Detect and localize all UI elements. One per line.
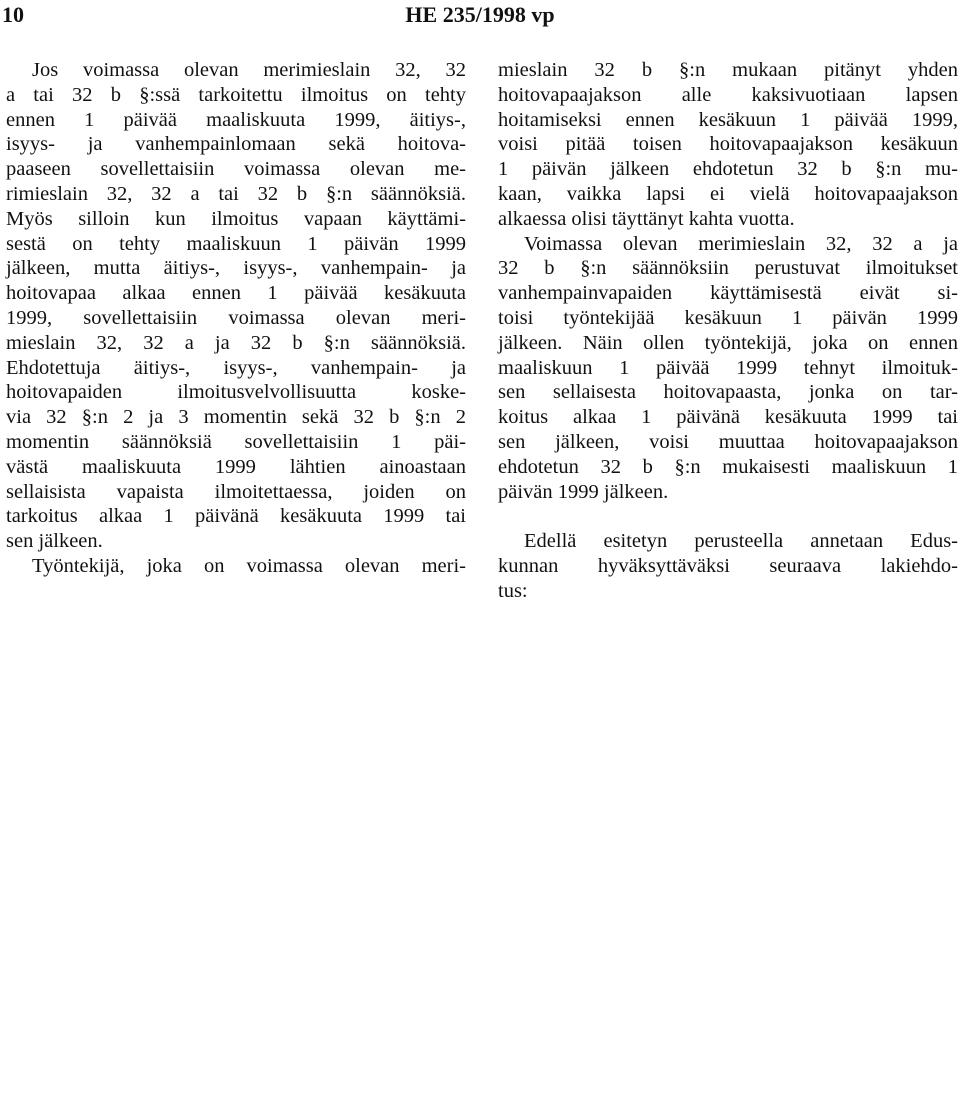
- text-line: rimieslain 32, 32 a tai 32 b §:n säännöksiä.: [6, 182, 466, 205]
- text-line: alkaessa olisi täyttänyt kahta vuotta.: [498, 207, 795, 230]
- running-head: HE 235/1998 vp: [405, 2, 555, 27]
- text-line: hoitamiseksi ennen kesäkuun 1 päivää 1999,: [498, 108, 958, 131]
- text-line: sen sellaisesta hoitovapaasta, jonka on tar-: [498, 381, 958, 404]
- text-line: koitus alkaa 1 päivänä kesäkuuta 1999 tai: [498, 406, 958, 429]
- text-line: 1999, sovellettaisiin voimassa olevan meri-: [6, 306, 466, 329]
- text-line: kaan, vaikka lapsi ei vielä hoitovapaajakson: [498, 182, 958, 205]
- text-line: mieslain 32 b §:n mukaan pitänyt yhden: [498, 59, 958, 81]
- text-line: 1 päivän jälkeen ehdotetun 32 b §:n mu-: [498, 158, 958, 181]
- text-line: vanhempainvapaiden käyttämisestä eivät si-: [498, 282, 958, 305]
- text-line: hoitovapaiden ilmoitusvelvollisuutta koske-: [6, 381, 466, 404]
- text-line: 32 b §:n säännöksiin perustuvat ilmoitukset: [498, 257, 958, 280]
- right-column: [498, 58, 958, 604]
- text-line: Voimassa olevan merimieslain 32, 32 a ja: [524, 232, 958, 255]
- text-line: mieslain 32, 32 a ja 32 b §:n säännöksiä.: [6, 331, 466, 354]
- text-line: sen jälkeen.: [6, 530, 103, 553]
- page-number: 10: [2, 2, 24, 27]
- text-line: isyys- ja vanhempainlomaan sekä hoitova-: [6, 133, 466, 156]
- text-line: sellaisista vapaista ilmoitettaessa, joiden on: [6, 480, 466, 503]
- text-line: a tai 32 b §:ssä tarkoitettu ilmoitus on tehty: [6, 83, 466, 106]
- text-line: toisi työntekijää kesäkuun 1 päivän 1999: [498, 306, 958, 329]
- text-line: kunnan hyväksyttäväksi seuraava lakiehdo-: [498, 554, 958, 577]
- text-line: Työntekijä, joka on voimassa olevan meri-: [32, 554, 466, 577]
- text-line: maaliskuun 1 päivää 1999 tehnyt ilmoituk-: [498, 356, 958, 379]
- text-line: tus:: [498, 579, 528, 602]
- text-line: paaseen sovellettaisiin voimassa olevan me-: [6, 158, 466, 181]
- text-line: Myös silloin kun ilmoitus vapaan käyttämi-: [6, 207, 466, 230]
- text-line: voisi pitää toisen hoitovapaajakson kesäkuun: [498, 133, 958, 156]
- text-line: jälkeen, mutta äitiys-, isyys-, vanhempain- ja: [6, 257, 466, 280]
- text-line: via 32 §:n 2 ja 3 momentin sekä 32 b §:n 2: [6, 406, 466, 429]
- text-line: Ehdotettuja äitiys-, isyys-, vanhempain- ja: [6, 356, 466, 379]
- text-line: momentin säännöksiä sovellettaisiin 1 päi-: [6, 430, 466, 453]
- text-line: sen jälkeen, voisi muuttaa hoitovapaajakson: [498, 430, 958, 453]
- text-line: hoitovapaajakson alle kaksivuotiaan lapsen: [498, 83, 958, 106]
- text-line: tarkoitus alkaa 1 päivänä kesäkuuta 1999 tai: [6, 505, 466, 528]
- page-header: [0, 0, 960, 40]
- text-line: sestä on tehty maaliskuun 1 päivän 1999: [6, 232, 466, 255]
- text-line: ehdotetun 32 b §:n mukaisesti maaliskuun 1: [498, 455, 958, 478]
- left-column: [6, 58, 466, 579]
- text-line: ennen 1 päivää maaliskuuta 1999, äitiys-,: [6, 108, 466, 131]
- text-line: Jos voimassa olevan merimieslain 32, 32: [32, 59, 466, 81]
- text-line: jälkeen. Näin ollen työntekijä, joka on ennen: [498, 331, 958, 354]
- text-line: päivän 1999 jälkeen.: [498, 480, 669, 503]
- text-line: Edellä esitetyn perusteella annetaan Edus-: [524, 530, 958, 553]
- paragraph-gap: [498, 504, 958, 529]
- text-line: västä maaliskuuta 1999 lähtien ainoastaan: [6, 455, 466, 478]
- text-line: hoitovapaa alkaa ennen 1 päivää kesäkuuta: [6, 282, 466, 305]
